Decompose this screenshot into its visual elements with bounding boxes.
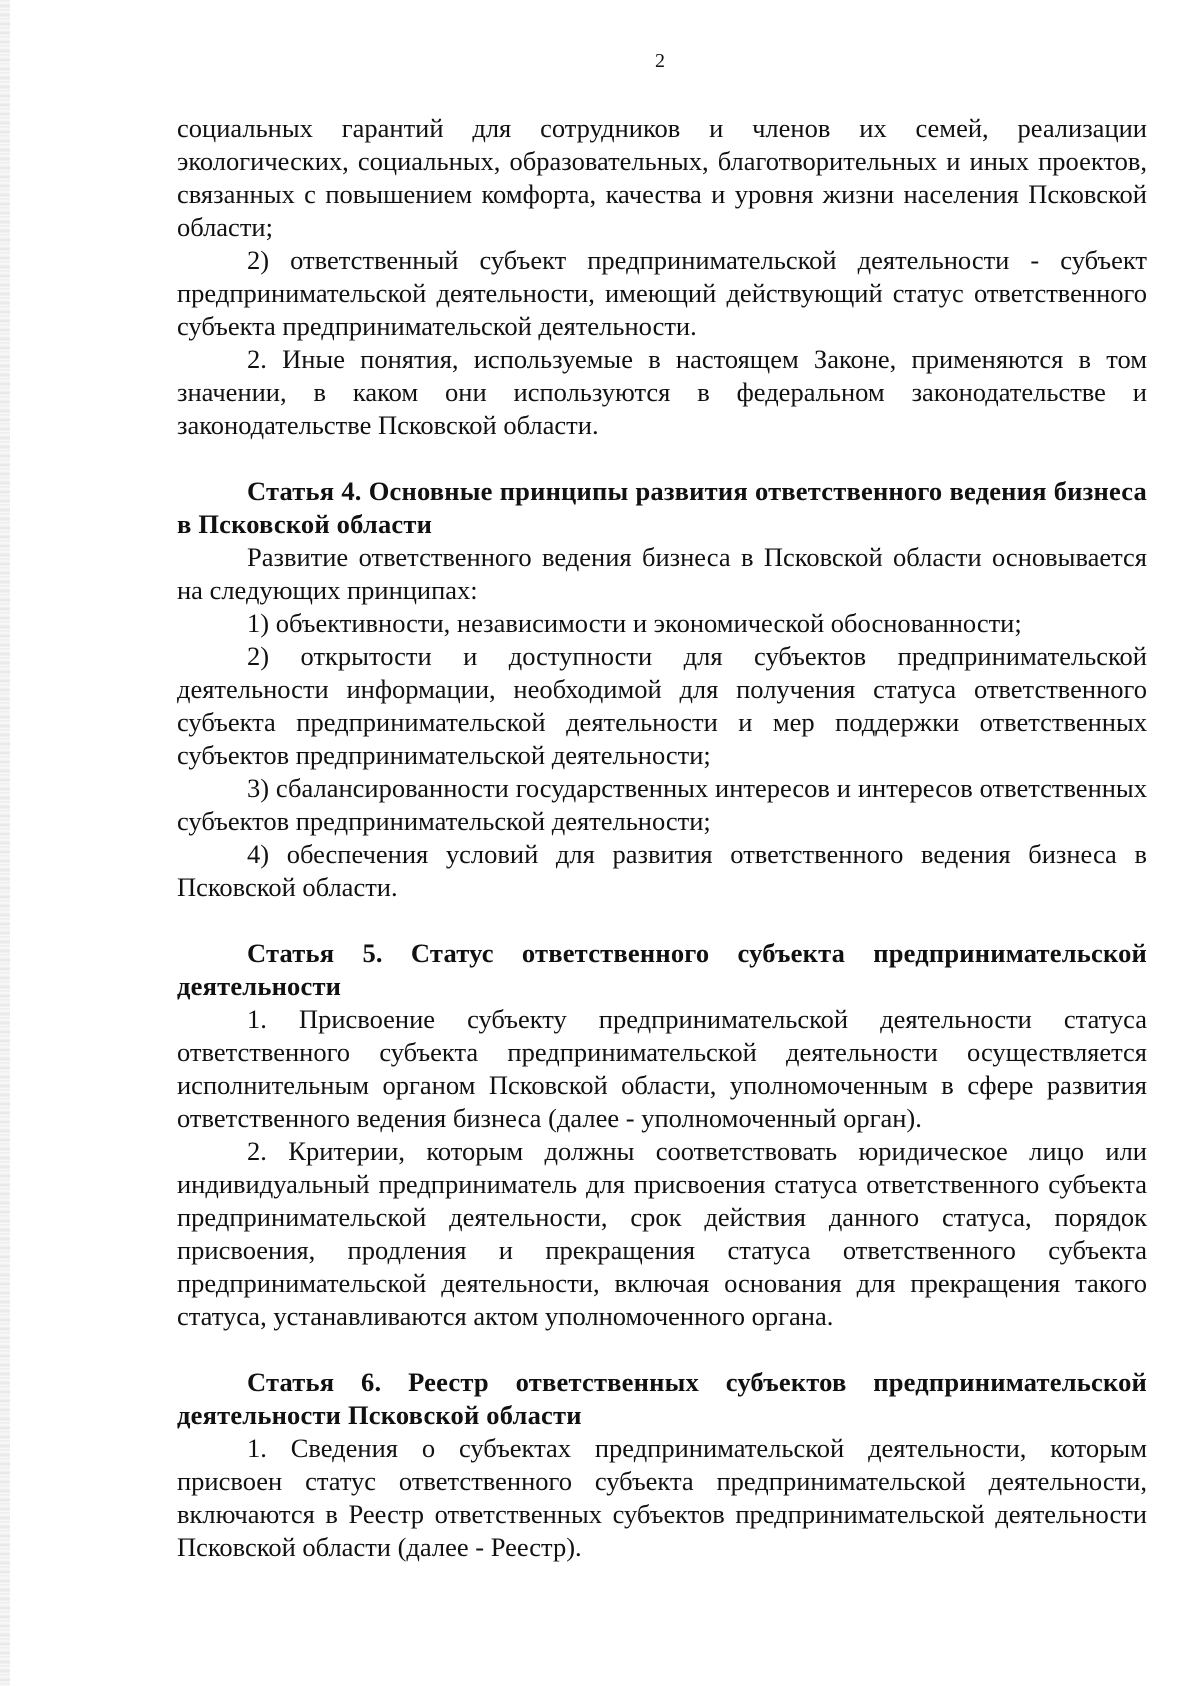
paragraph-2-other-terms: 2. Иные понятия, используемые в настоящем Законе, применяются в том значении, в каком они используются в федеральном законодательстве и законодательстве Псковской области. <box>177 344 1147 440</box>
article-6-paragraph-1: 1. Сведения о субъектах предпринимательской деятельности, которым присвоен статус ответственного субъекта предпринимательской деятельности, включаются в Реестр ответственных субъектов предпринимательской деятельности Псковской области (далее - Реестр). <box>177 1433 1147 1562</box>
principle-4: 4) обеспечения условий для развития ответственного ведения бизнеса в Псковской области. <box>177 839 1147 902</box>
paragraph-continuation: социальных гарантий для сотрудников и членов их семей, реализации экологических, социальных, образовательных, благотворительных и иных проектов, связанных с повышением комфорта, качества и уровня жизни населения Псковской области; <box>177 113 1147 242</box>
article-5-heading: Статья 5. Статус ответственного субъекта предпринимательской деятельности <box>177 938 1147 1001</box>
article-6-heading: Статья 6. Реестр ответственных субъектов предпринимательской деятельности Псковской области <box>177 1367 1147 1430</box>
article-5-paragraph-2: 2. Критерии, которым должны соответствовать юридическое лицо или индивидуальный предприниматель для присвоения статуса ответственного субъекта предпринимательской деятельности, срок действия данного статуса, порядок присвоения, продления и прекращения статуса ответственного субъекта предпринимательской деятельности, включая основания для прекращения такого статуса, устанавливаются актом уполномоченного органа. <box>177 1136 1147 1331</box>
principle-2: 2) открытости и доступности для субъектов предпринимательской деятельности информации, необходимой для получения статуса ответственного субъекта предпринимательской деятельности и мер поддержки ответственных субъектов предпринимательской деятельности; <box>177 641 1147 770</box>
document-body <box>177 112 1147 1564</box>
principle-3: 3) сбалансированности государственных интересов и интересов ответственных субъектов предпринимательской деятельности; <box>177 773 1147 836</box>
article-4-heading: Статья 4. Основные принципы развития ответственного ведения бизнеса в Псковской области <box>177 476 1147 539</box>
page-number: 2 <box>655 50 665 72</box>
article-5-paragraph-1: 1. Присвоение субъекту предпринимательской деятельности статуса ответственного субъекта предпринимательской деятельности осуществляется исполнительным органом Псковской области, уполномоченным в сфере развития ответственного ведения бизнеса (далее - уполномоченный орган). <box>177 1004 1147 1133</box>
principle-1: 1) объективности, независимости и экономической обоснованности; <box>247 608 1022 638</box>
article-4-intro: Развитие ответственного ведения бизнеса в Псковской области основывается на следующих принципах: <box>177 542 1147 605</box>
definition-item-2: 2) ответственный субъект предпринимательской деятельности - субъект предпринимательской деятельности, имеющий действующий статус ответственного субъекта предпринимательской деятельности. <box>177 245 1147 341</box>
scan-edge <box>0 0 10 1686</box>
